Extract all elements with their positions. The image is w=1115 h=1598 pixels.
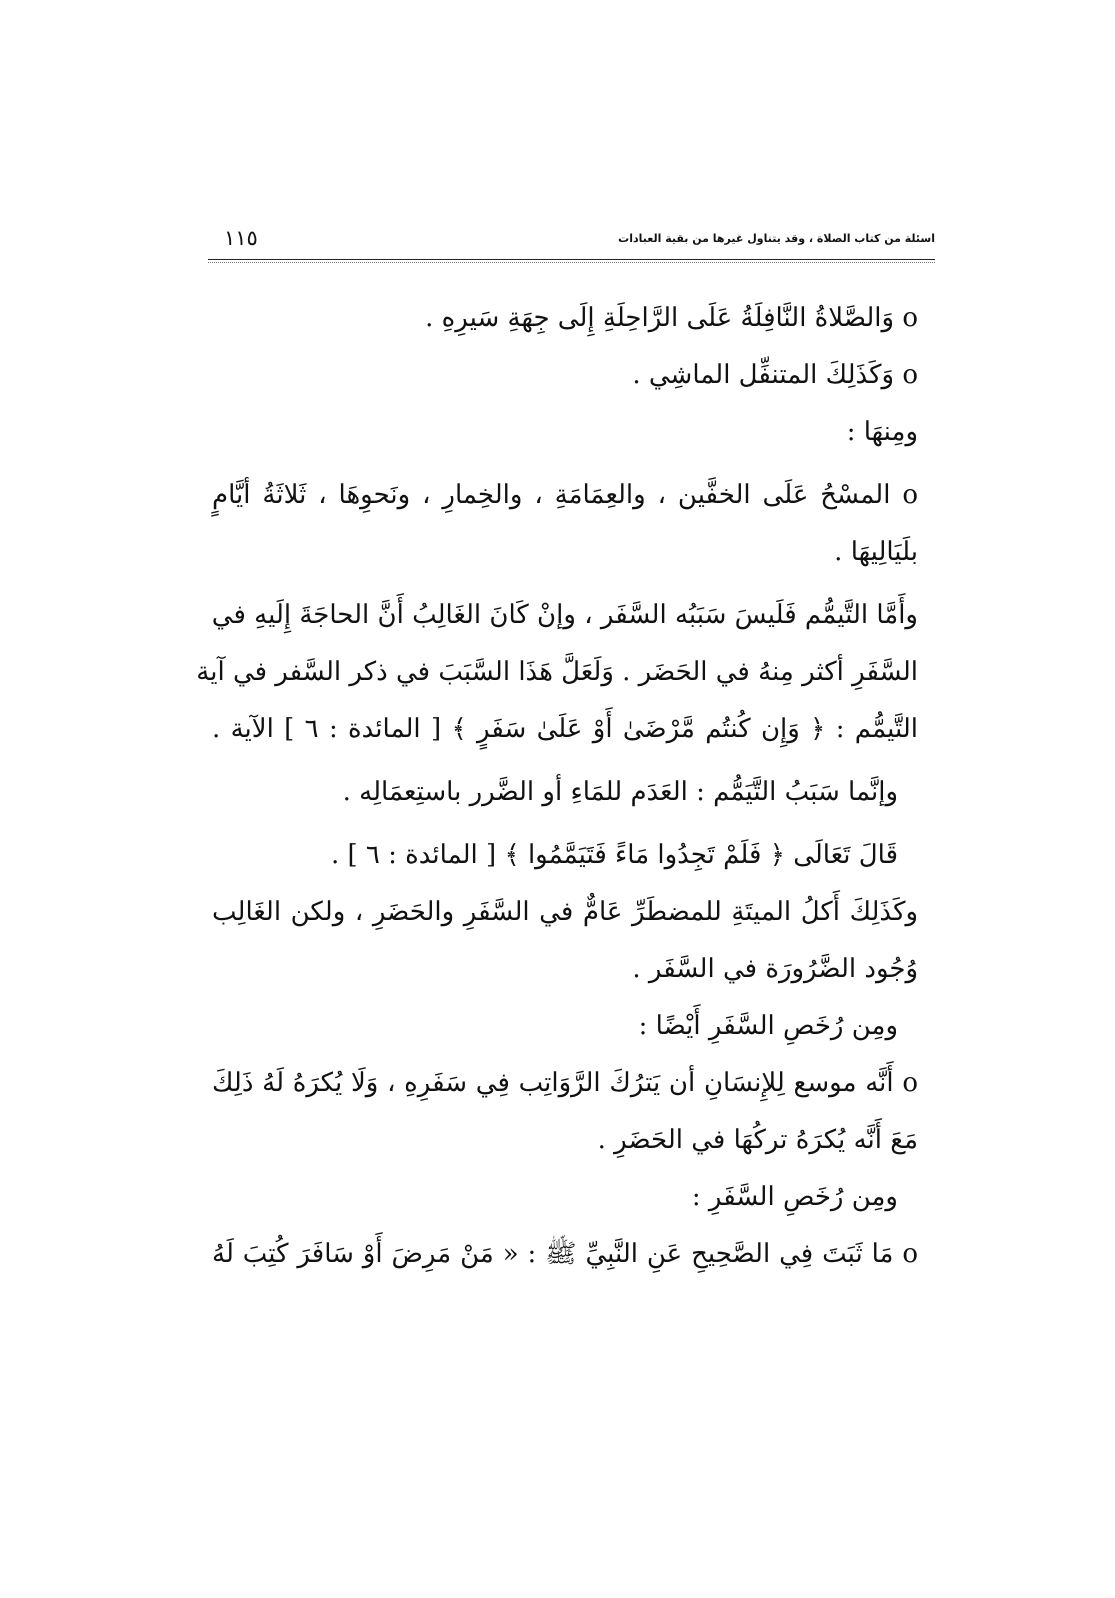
text-line-5: بلَيَالِيهَا .	[834, 537, 918, 567]
running-header	[208, 228, 935, 258]
section-heading-rukhas-aydan: ومِن رُخَصِ السَّفَرِ أَيْضًا :	[638, 1011, 898, 1041]
section-heading-minha: ومِنهَا :	[846, 417, 918, 447]
text-line-9: وإنَّما سَبَبُ التَّيَمُّم : العَدَم للمَاءِ أو الضَّرر باستِعمَالِه .	[342, 777, 898, 807]
text-line-11: وكَذَلِكَ أَكلُ الميتَةِ للمضطَرِّ عَامٌّ في السَّفَرِ والحَضَرِ ، ولكن الغَالِب	[212, 897, 918, 927]
text-line-8: التَّيمُّم : ﴿ وَإِن كُنتُم مَّرْضَىٰ أَوْ عَلَىٰ سَفَرٍ ﴾ [ المائدة : ٦ ] الآية .	[212, 714, 918, 744]
header-rule	[208, 259, 935, 260]
text-line-2: o وَكَذَلِكَ المتنفِّل الماشِي .	[632, 360, 918, 390]
text-line-15: مَعَ أَنَّه يُكرَهُ تركُهَا في الحَضَرِ .	[597, 1125, 918, 1155]
page-number: ١١٥	[224, 226, 258, 250]
page-body	[196, 290, 918, 1283]
running-header-title: اسئلة من كتاب الصلاة ، وقد يتناول غيرها من بقية العبادات	[618, 232, 935, 245]
text-line-12: وُجُود الضَّرُورَة في السَّفَر .	[632, 954, 918, 984]
text-line-10: قَالَ تَعَالَى ﴿ فَلَمْ تَجِدُوا مَاءً فَتَيَمَّمُوا ﴾ [ المائدة : ٦ ] .	[330, 840, 898, 870]
text-line-1: o وَالصَّلاةُ النَّافِلَةُ عَلَى الرَّاحِلَةِ إِلَى جِهَةِ سَيرِهِ .	[425, 303, 918, 333]
text-line-7: السَّفَرِ أكثر مِنهُ في الحَضَر . وَلَعَلَّ هَذَا السَّبَبَ في ذكر السَّفر في آية	[196, 657, 918, 687]
header-rule-dotted	[208, 262, 935, 263]
text-line-14: o أَنَّه موسع لِلإِنسَانِ أن يَترُكَ الرَّوَاتِب فِي سَفَرِهِ ، وَلَا يُكرَهُ لَهُ ذَلِكَ	[212, 1068, 918, 1098]
text-line-17: o مَا ثَبَتَ فِي الصَّحِيحِ عَنِ النَّبِيِّ ﷺ : « مَنْ مَرِضَ أَوْ سَافَرَ كُتِبَ لَهُ	[212, 1239, 918, 1269]
section-heading-rukhas: ومِن رُخَصِ السَّفَرِ :	[691, 1182, 898, 1212]
text-line-4: o المسْحُ عَلَى الخفَّين ، والعِمَامَةِ ، والخِمارِ ، ونَحوِهَا ، ثَلاثَةُ أيَّامٍ	[212, 480, 918, 510]
text-line-6: وأَمَّا التَّيمُّم فَلَيسَ سَبَبُه السَّفَر ، وإنْ كَانَ الغَالِبُ أَنَّ الحاجَةَ إِلَيهِ في	[211, 600, 918, 630]
